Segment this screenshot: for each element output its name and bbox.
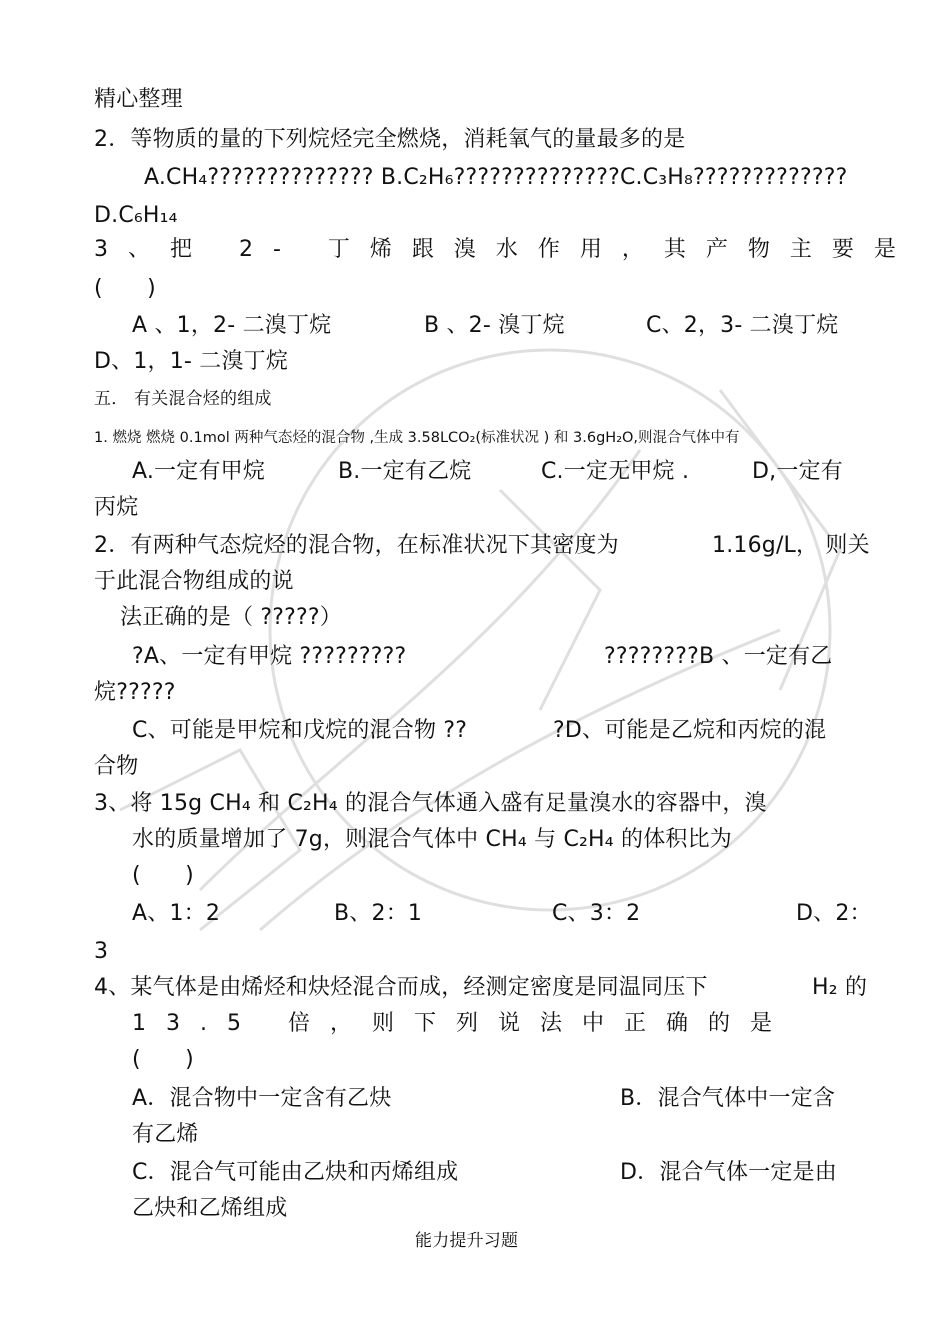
question-3-option-c: C、2，3- 二溴丁烷: [646, 313, 839, 338]
mix-q4-option-c: C．混合气可能由乙炔和丙烯组成: [132, 1160, 459, 1185]
mix-q2-option-b-cont: 烷?????: [94, 680, 176, 705]
mix-q4-option-d-cont: 乙炔和乙烯组成: [132, 1196, 288, 1221]
mix-q1-option-b: B.一定有乙烷: [338, 459, 472, 484]
question-3-stem: 3、把 2- 丁烯跟溴水作用，其产物主要是: [94, 237, 916, 262]
mix-q2-stem: 2．有两种气态烷烃的混合物，在标准状况下其密度为: [94, 533, 619, 558]
mix-q4-option-a: A．混合物中一定含有乙炔: [132, 1086, 392, 1111]
mix-q2-option-a: ?A、一定有甲烷 ?????????: [132, 644, 407, 669]
mix-q3-option-a: A、1：2: [132, 901, 221, 926]
mix-q1-option-c: C.一定无甲烷 .: [541, 459, 690, 484]
section-five-heading: 五． 有关混合烃的组成: [94, 389, 272, 409]
mix-q4-stem-h2: H₂ 的: [812, 975, 868, 1000]
mix-q2-option-d: ?D、可能是乙烷和丙烷的混: [553, 718, 827, 743]
page-header: 精心整理: [94, 87, 183, 112]
mix-q3-option-d-cont: 3: [94, 939, 109, 964]
question-2-option-d: D.C₆H₁₄: [94, 203, 178, 228]
mix-q1-stem: 1. 燃烧 燃烧 0.1mol 两种气态烃的混合物 ,生成 3.58LCO₂(标准状况 ) 和 3.6gH₂O,则混合气体中有: [94, 430, 740, 446]
mix-q3-option-c: C、3：2: [552, 901, 641, 926]
mix-q2-stem-density: 1.16g/L， 则关: [712, 533, 870, 558]
mix-q2-option-c: C、可能是甲烷和戊烷的混合物 ??: [132, 718, 468, 743]
question-2-options: A.CH₄?????????????? B.C₂H₆??????????????C.C₃H₈?????????????: [144, 165, 848, 190]
mix-q2-stem-end: 法正确的是（ ?????）: [120, 605, 342, 630]
mix-q3-blank: ( ): [132, 863, 194, 888]
question-3-option-a: A 、1，2- 二溴丁烷: [132, 313, 332, 338]
mix-q1-option-d: D,一定有: [752, 459, 843, 484]
question-2-stem: 2．等物质的量的下列烷烃完全燃烧，消耗氧气的量最多的是: [94, 127, 686, 152]
question-3-option-d: D、1，1- 二溴丁烷: [94, 349, 289, 374]
mix-q4-option-b-cont: 有乙烯: [132, 1122, 199, 1147]
question-3-option-b: B 、2- 溴丁烷: [424, 313, 565, 338]
mix-q1-option-d-cont: 丙烷: [94, 495, 139, 520]
mix-q2-stem-cont: 于此混合物组成的说: [94, 569, 294, 594]
mix-q3-stem-cont: 水的质量增加了 7g，则混合气体中 CH₄ 与 C₂H₄ 的体积比为: [132, 827, 732, 852]
mix-q3-option-d: D、2：: [796, 901, 872, 926]
footer-section-title: 能力提升习题: [415, 1231, 519, 1251]
mix-q4-option-b: B．混合气体中一定含: [620, 1086, 836, 1111]
mix-q1-option-a: A.一定有甲烷: [132, 459, 266, 484]
mix-q4-blank: ( ): [132, 1047, 194, 1072]
mix-q4-stem-cont: 13.5 倍，则下列说法中正确的是: [132, 1011, 792, 1036]
mix-q3-option-b: B、2：1: [334, 901, 423, 926]
mix-q4-stem: 4、某气体是由烯烃和炔烃混合而成，经测定密度是同温同压下: [94, 975, 708, 1000]
mix-q2-option-b: ????????B 、一定有乙: [604, 644, 833, 669]
mix-q4-option-d: D．混合气体一定是由: [620, 1160, 837, 1185]
question-3-blank: ( ): [94, 276, 156, 301]
mix-q2-option-d-cont: 合物: [94, 754, 139, 779]
mix-q3-stem: 3、将 15g CH₄ 和 C₂H₄ 的混合气体通入盛有足量溴水的容器中，溴: [94, 791, 767, 816]
